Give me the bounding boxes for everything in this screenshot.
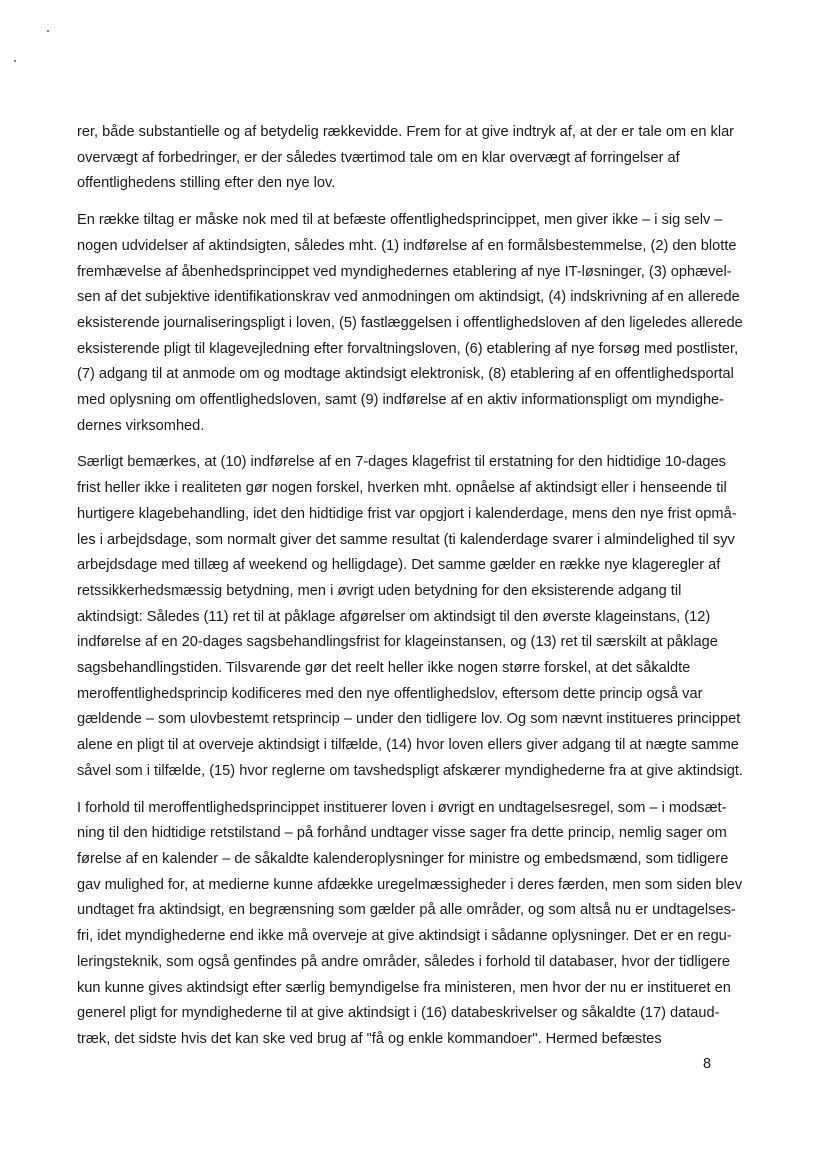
paragraph [77,120,749,197]
text-line: les i arbejdsdage, som normalt giver det samme resultat (ti kalenderdage svarer i almindelighed til syv [77,531,735,548]
scan-speck [47,30,49,32]
text-line: En række tiltag er måske nok med til at befæste offentlighedsprincippet, men giver ikke – i sig selv – [77,212,723,229]
text-line: I forhold til meroffentlighedsprincippet instituerer loven i øvrigt en undtagelsesregel, som – i modsæt- [77,799,727,816]
text-line: sagsbehandlingstiden. Tilsvarende gør det reelt heller ikke nogen større forskel, at det såkaldte [77,660,691,677]
scan-speck [14,60,16,62]
text-line: fri, idet myndighederne end ikke må overveje at give aktindsigt i sådanne oplysninger. Det er en regu- [77,928,732,945]
text-line: såvel som i tilfælde, (15) hvor reglerne om tavshedspligt afskærer myndighederne fra at give aktindsigt. [77,762,743,779]
text-line: fremhævelse af åbenhedsprincippet ved myndighedernes etablering af nye IT-løsninger, (3) ophævel- [77,263,732,280]
text-line: eksisterende pligt til klagevejledning efter forvaltningsloven, (6) etablering af nye forsøg med postlister, [77,340,739,357]
text-line: meroffentlighedsprincip kodificeres med den nye offentlighedslov, eftersom dette princip også var [77,685,703,702]
text-line: aktindsigt: Således (11) ret til at påklage afgørelser om aktindsigt til den øverste klageinstans, (12) [77,608,711,625]
text-line: offentlighedens stilling efter den nye lov. [77,175,336,192]
text-line: undtaget fra aktindsigt, en begrænsning som gælder på alle områder, og som altså nu er undtagelses- [77,902,736,919]
text-line: hurtigere klagebehandling, idet den hidtidige frist var opgjort i kalenderdage, mens den nye frist opmå- [77,505,737,522]
text-line: indførelse af en 20-dages sagsbehandlingsfrist for klageinstansen, og (13) ret til særskilt at påklage [77,634,718,651]
page-number: 8 [703,1056,712,1072]
text-line: frist heller ikke i realiteten gør nogen forskel, hverken mht. opnåelse af aktindsigt eller i henseende til [77,480,727,497]
text-line: førelse af en kalender – de såkaldte kalenderoplysninger for ministre og embedsmænd, som tidligere [77,850,729,867]
text-line: retssikkerhedsmæssig betydning, men i øvrigt uden betydning for den eksisterende adgang til [77,582,682,599]
text-line: eksisterende journaliseringspligt i loven, (5) fastlæggelsen i offentlighedsloven af den ligeledes allerede [77,314,743,331]
text-line: (7) adgang til at anmode om og modtage aktindsigt elektronisk, (8) etablering af en offentlighedsportal [77,366,734,383]
text-line: nogen udvidelser af aktindsigten, således mht. (1) indførelse af en formålsbestemmelse, (2) den blotte [77,237,737,254]
text-line: dernes virksomhed. [77,417,205,434]
paragraph [77,796,749,1053]
paragraph [77,208,749,439]
text-line: med oplysning om offentlighedsloven, samt (9) indførelse af en aktiv informationspligt om myndighe- [77,392,725,409]
text-line: rer, både substantielle og af betydelig rækkevidde. Frem for at give indtryk af, at der er tale om en klar [77,124,735,140]
text-line: sen af det subjektive identifikationskrav ved anmodningen om aktindsigt, (4) indskrivning af en allerede [77,289,740,306]
text-line: arbejdsdage med tillæg af weekend og helligdage). Det samme gælder en række nye klageregler af [77,557,721,574]
text-line: generel pligt for myndighederne til at give aktindsigt i (16) databeskrivelser og såkaldte (17) dataud- [77,1005,720,1022]
text-line: træk, det sidste hvis det kan ske ved brug af "få og enkle kommandoer". Hermed befæstes [77,1030,662,1047]
text-line: overvægt af forbedringer, er der således tværtimod tale om en klar overvægt af forringelser af [77,149,680,166]
document-body [77,120,749,1064]
text-line: ning til den hidtidige retstilstand – på forhånd undtager visse sager fra dette princip, nemlig sager om [77,825,727,842]
text-line: Særligt bemærkes, at (10) indførelse af en 7-dages klagefrist til erstatning for den hidtidige 10-dages [77,454,726,471]
text-line: alene en pligt til at overveje aktindsigt i tilfælde, (14) hvor loven ellers giver adgang til at nægte samme [77,737,739,754]
text-line: gav mulighed for, at medierne kunne afdække uregelmæssigheder i deres færden, men som siden blev [77,876,743,893]
paragraph [77,450,749,784]
text-line: kun kunne gives aktindsigt efter særlig bemyndigelse fra ministeren, men hvor der nu er institueret en [77,979,731,996]
text-line: leringsteknik, som også genfindes på andre områder, således i forhold til databaser, hvor der tidligere [77,953,731,970]
text-line: gældende – som ulovbestemt retsprincip – under den tidligere lov. Og som nævnt institueres princippet [77,711,741,728]
